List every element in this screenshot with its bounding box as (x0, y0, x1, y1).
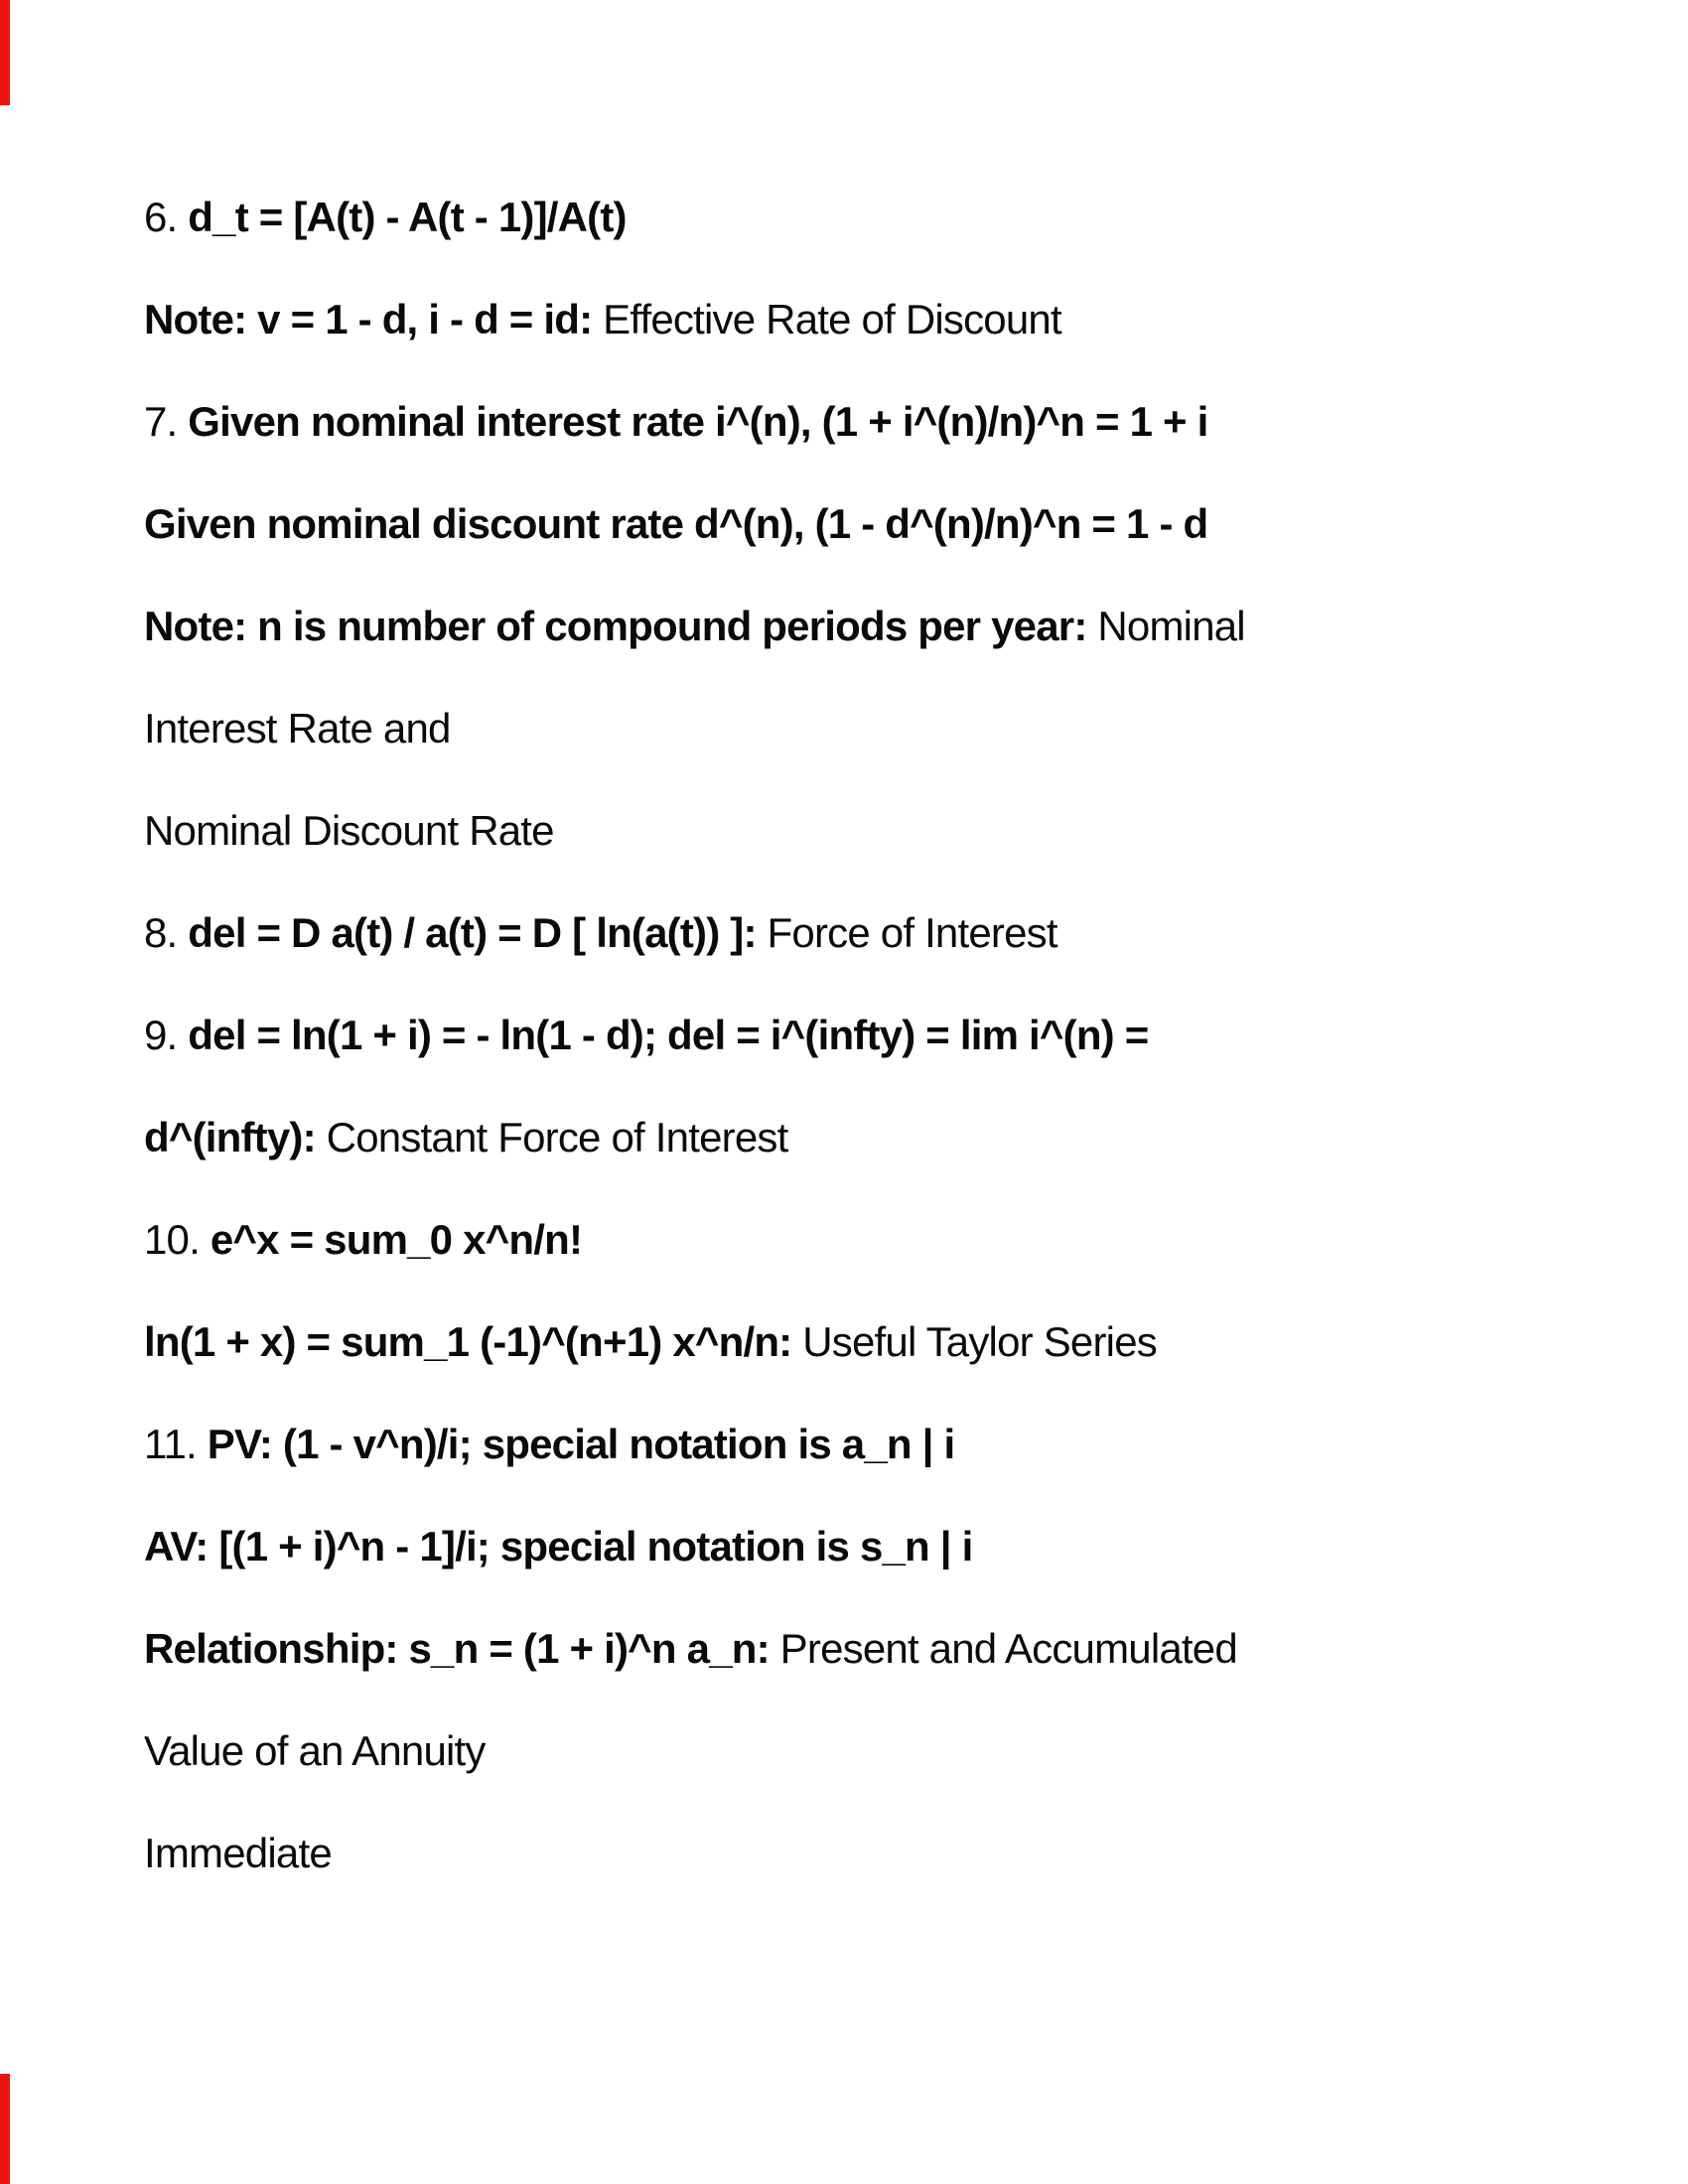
text-segment: 10. (144, 1216, 211, 1263)
formula-segment: del = ln(1 + i) = - ln(1 - d); del = i^(infty) = lim i^(n) = (188, 1012, 1149, 1058)
text-segment: Interest Rate and (144, 705, 451, 751)
text-segment: 8. (144, 909, 189, 956)
formula-segment: PV: (1 - v^n)/i; special notation is a_n | i (207, 1421, 955, 1467)
formula-segment: d^(infty): (144, 1114, 316, 1160)
formula-segment: ln(1 + x) = sum_1 (-1)^(n+1) x^n/n: (144, 1318, 792, 1365)
red-edge-mark-top (0, 0, 10, 105)
formula-segment: Given nominal interest rate i^(n), (1 + i^(n)/n)^n = 1 + i (188, 398, 1208, 445)
text-segment: Force of Interest (756, 909, 1057, 956)
text-line (144, 1291, 1628, 1393)
text-line (144, 166, 1628, 268)
text-line (144, 268, 1628, 370)
text-line (144, 1086, 1628, 1188)
text-segment: Present and Accumulated (769, 1625, 1237, 1672)
text-segment: Constant Force of Interest (315, 1114, 788, 1160)
text-line (144, 1802, 1628, 1904)
text-line (144, 575, 1628, 677)
text-segment: 9. (144, 1012, 189, 1058)
text-line (144, 1393, 1628, 1495)
text-line (144, 1188, 1628, 1291)
text-segment: 6. (144, 194, 189, 240)
formula-segment: Note: n is number of compound periods per year: (144, 603, 1087, 649)
text-line (144, 1597, 1628, 1700)
text-line (144, 779, 1628, 882)
text-segment: 11. (144, 1421, 208, 1467)
text-line (144, 1700, 1628, 1802)
text-segment: 7. (144, 398, 189, 445)
formula-segment: Relationship: s_n = (1 + i)^n a_n: (144, 1625, 770, 1672)
formula-segment: Given nominal discount rate d^(n), (1 - d^(n)/n)^n = 1 - d (144, 500, 1208, 547)
text-segment: Useful Taylor Series (791, 1318, 1157, 1365)
formula-segment: e^x = sum_0 x^n/n! (210, 1216, 583, 1263)
text-line (144, 370, 1628, 473)
document-body (144, 166, 1628, 1904)
red-edge-mark-bottom (0, 2074, 10, 2184)
text-segment: Immediate (144, 1830, 332, 1876)
text-line (144, 473, 1628, 575)
text-segment: Nominal (1086, 603, 1245, 649)
text-line (144, 677, 1628, 779)
text-segment: Value of an Annuity (144, 1727, 486, 1774)
formula-segment: d_t = [A(t) - A(t - 1)]/A(t) (188, 194, 627, 240)
text-line (144, 1495, 1628, 1597)
text-line (144, 984, 1628, 1086)
formula-segment: AV: [(1 + i)^n - 1]/i; special notation is s_n | i (144, 1523, 973, 1570)
text-segment: Nominal Discount Rate (144, 807, 554, 854)
formula-segment: del = D a(t) / a(t) = D [ ln(a(t)) ]: (188, 909, 757, 956)
formula-segment: Note: v = 1 - d, i - d = id: (144, 296, 593, 342)
text-line (144, 882, 1628, 984)
text-segment: Effective Rate of Discount (592, 296, 1061, 342)
